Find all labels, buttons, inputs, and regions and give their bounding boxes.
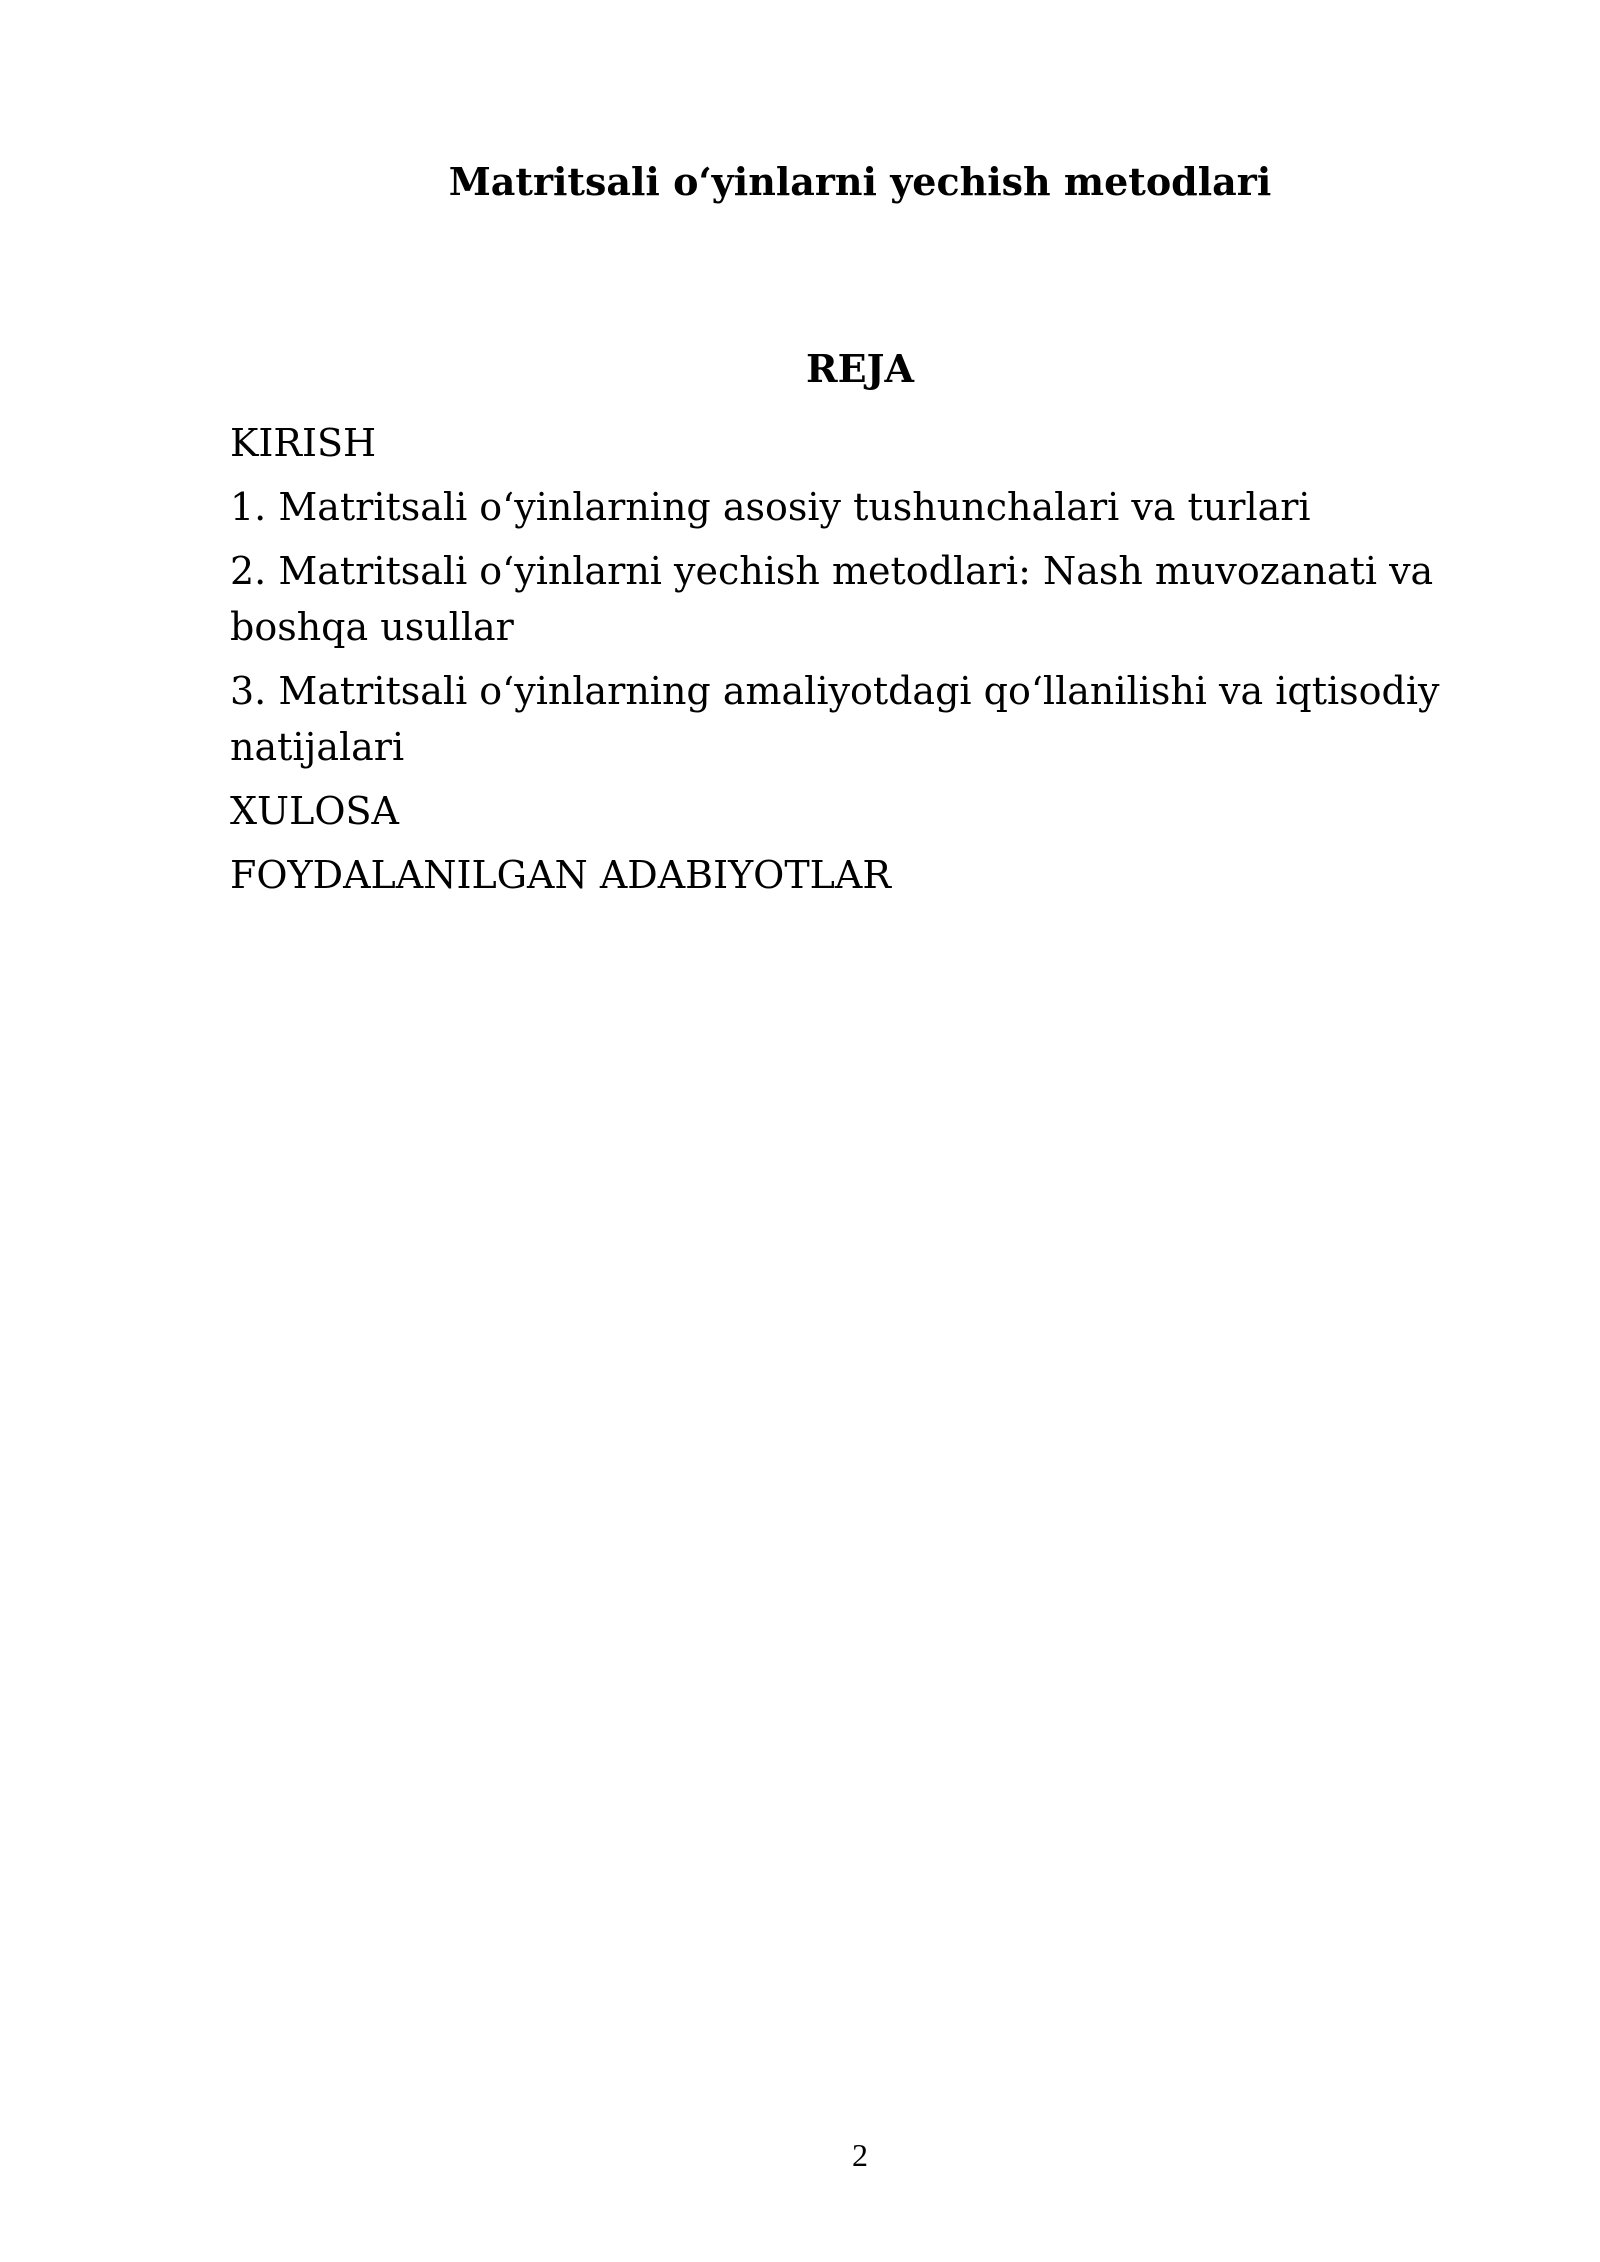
- plan-item-references: FOYDALANILGAN ADABIYOTLAR: [230, 853, 891, 897]
- plan-item-intro: KIRISH: [230, 421, 377, 465]
- plan-item-2: 2. Matritsali o‘yinlarni yechish metodlari: Nash muvozanati va boshqa usullar: [230, 549, 1434, 649]
- plan-item-3: 3. Matritsali o‘yinlarning amaliyotdagi qo‘llanilishi va iqtisodiy natijalari: [230, 669, 1440, 769]
- page-number: 2: [852, 2137, 868, 2173]
- plan-heading: REJA: [805, 346, 914, 391]
- document-title: Matritsali o‘yinlarni yechish metodlari: [448, 159, 1272, 204]
- plan-list: [230, 415, 1460, 911]
- plan-item-1: 1. Matritsali o‘yinlarning asosiy tushunchalari va turlari: [230, 485, 1311, 529]
- plan-item-conclusion: XULOSA: [230, 789, 399, 833]
